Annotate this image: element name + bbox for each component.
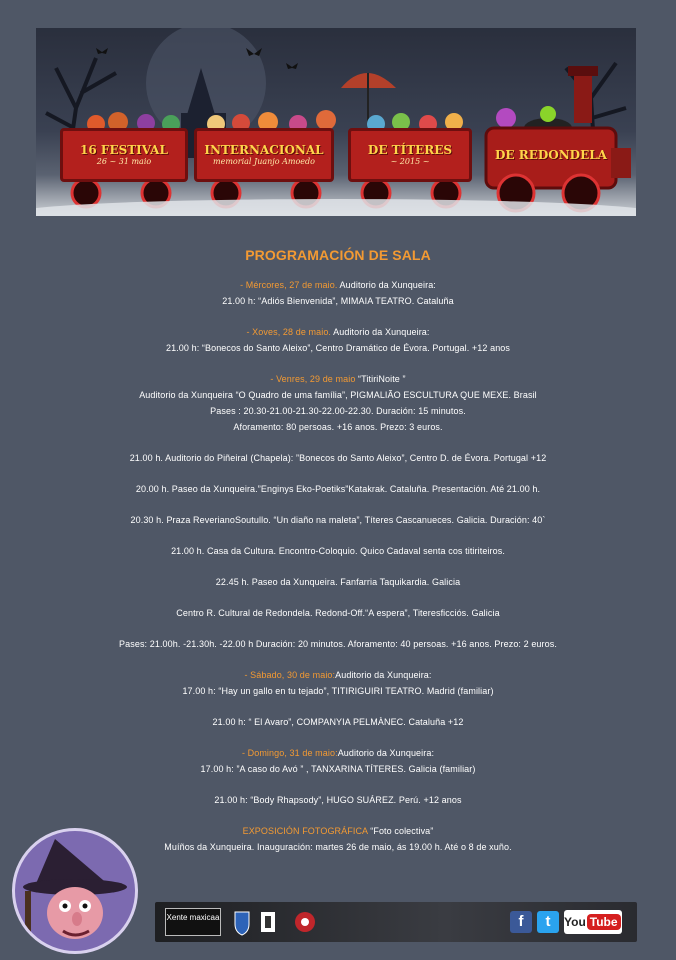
banner-engine-title: DE REDONDELA bbox=[495, 147, 607, 162]
program-entry bbox=[0, 714, 676, 730]
banner-car-2 bbox=[194, 128, 334, 182]
program-line-text: Pases: 21.00h. -21.30h. -22.00 h Duración: 20 minutos. Aforamento: 40 persoas. +16 anos. Prezo: 2 euros. bbox=[119, 639, 557, 649]
program-line bbox=[0, 745, 676, 761]
program-line bbox=[0, 574, 676, 590]
program-entry bbox=[0, 512, 676, 528]
sponsor-bar bbox=[155, 902, 637, 942]
program-line-text: 20.00 h. Paseo da Xunqueira.”Enginys Eko-Poetiks”Katakrak. Cataluña. Presentación. Até 21.00 h. bbox=[135, 484, 541, 494]
banner-illustration bbox=[36, 28, 636, 216]
program-line bbox=[0, 761, 676, 777]
program-line-text: Muíños da Xunqueira. Inauguración: martes 26 de maio, ás 19.00 h. Até o 8 de xuño. bbox=[164, 842, 512, 852]
program-line bbox=[0, 340, 676, 356]
culture-logo-icon bbox=[259, 908, 277, 936]
program-line-text: Pases : 20.30-21.00-21.30-22.00-22.30. Duración: 15 minutos. bbox=[210, 406, 466, 416]
program-line-text: 21.00 h: “Adiós Bienvenida”, MIMAIA TEATRO. Cataluña bbox=[222, 296, 454, 306]
program-entry bbox=[0, 324, 676, 356]
banner-car-1 bbox=[60, 128, 188, 182]
program-line-text: Aforamento: 80 persoas. +16 anos. Prezo: 3 euros. bbox=[233, 422, 443, 432]
program-line bbox=[0, 450, 676, 466]
program-entry bbox=[0, 605, 676, 621]
program-entry bbox=[0, 667, 676, 699]
program-line bbox=[0, 403, 676, 419]
banner-car-1-subtitle: 26 ~ 31 maio bbox=[96, 156, 152, 166]
twitter-icon[interactable]: t bbox=[537, 911, 559, 933]
program-entry bbox=[0, 636, 676, 652]
program-line bbox=[0, 371, 676, 387]
program-entry bbox=[0, 745, 676, 777]
program-line-text: 21.00 h: “Bonecos do Santo Aleixo”, Centro Dramático de Évora. Portugal. +12 anos bbox=[165, 343, 511, 353]
program-line bbox=[0, 387, 676, 403]
program-line bbox=[0, 714, 676, 730]
program-date-label: - Domingo, 31 de maio: bbox=[241, 748, 338, 758]
youtube-icon[interactable] bbox=[564, 910, 622, 934]
program-entry bbox=[0, 371, 676, 435]
banner-engine bbox=[486, 128, 616, 182]
program-line bbox=[0, 277, 676, 293]
banner-car-3 bbox=[348, 128, 472, 182]
gear-logo-icon bbox=[293, 908, 317, 936]
witch-avatar-icon bbox=[12, 828, 138, 954]
program-line-text: 21.00 h: “Body Rhapsody”, HUGO SUÁREZ. Perú. +12 anos bbox=[214, 795, 462, 805]
program-line bbox=[0, 324, 676, 340]
program-line bbox=[0, 293, 676, 309]
facebook-icon[interactable]: f bbox=[510, 911, 532, 933]
program-line-text: Auditorio da Xunqueira: bbox=[337, 748, 435, 758]
program-line bbox=[0, 512, 676, 528]
youtube-you: You bbox=[564, 915, 586, 929]
banner-car-3-subtitle: ~ 2015 ~ bbox=[390, 156, 430, 166]
program-line-text: 21.00 h. Auditorio do Piñeiral (Chapela): ”Bonecos do Santo Aleixo”, Centro D. de Évora. Portugal +12 bbox=[129, 453, 547, 463]
program-date-label: - Sábado, 30 de maio: bbox=[244, 670, 336, 680]
program-line-text: Auditorio da Xunqueira: bbox=[331, 327, 430, 337]
program-line bbox=[0, 543, 676, 559]
program-line-text: “Foto colectiva” bbox=[367, 826, 434, 836]
program-line-text: 20.30 h. Praza ReverianoSoutullo. “Un diaño na maleta”, Títeres Cascanueces. Galicia. Duración: 40` bbox=[130, 515, 546, 525]
banner-car-2-subtitle: memorial Juanjo Amoedo bbox=[213, 156, 315, 166]
program-section bbox=[0, 247, 676, 870]
program-line-text: 17.00 h: ”A caso do Avó ” , TANXARINA TÍTERES. Galicia (familiar) bbox=[200, 764, 476, 774]
program-date-label: - Mércores, 27 de maio. bbox=[240, 280, 338, 290]
festival-banner bbox=[36, 28, 636, 216]
xente-logo: Xente maxicaa bbox=[165, 908, 221, 936]
program-line-text: 21.00 h: “ El Avaro”, COMPANYIA PELMÀNEC. Cataluña +12 bbox=[212, 717, 464, 727]
program-line bbox=[0, 667, 676, 683]
program-line-text: Auditorio da Xunqueira: bbox=[337, 280, 436, 290]
program-line bbox=[0, 683, 676, 699]
program-entry bbox=[0, 481, 676, 497]
coat-of-arms-icon bbox=[233, 908, 251, 936]
program-date-label: EXPOSICIÓN FOTOGRÁFICA bbox=[242, 826, 368, 836]
program-line bbox=[0, 481, 676, 497]
witch-illustration bbox=[15, 831, 138, 954]
program-line-text: Auditorio da Xunqueira “O Quadro de uma família”, PIGMALIÃO ESCULTURA QUE MEXE. Brasil bbox=[139, 390, 537, 400]
program-line-text: 22.45 h. Paseo da Xunqueira. Fanfarria Taquikardia. Galicia bbox=[215, 577, 461, 587]
program-list bbox=[0, 277, 676, 855]
program-entry bbox=[0, 277, 676, 309]
banner-car-1-title: 16 FESTIVAL bbox=[80, 142, 168, 157]
program-line-text: 21.00 h. Casa da Cultura. Encontro-Coloquio. Quico Cadaval senta cos titiriteiros. bbox=[171, 546, 505, 556]
program-line-text: 17.00 h: “Hay un gallo en tu tejado”, TITIRIGUIRI TEATRO. Madrid (familiar) bbox=[182, 686, 494, 696]
youtube-tube: Tube bbox=[587, 914, 621, 930]
banner-car-2-title: INTERNACIONAL bbox=[204, 142, 324, 157]
program-line-text: “TitiriNoite ” bbox=[355, 374, 406, 384]
program-entry bbox=[0, 450, 676, 466]
program-line bbox=[0, 605, 676, 621]
program-entry bbox=[0, 543, 676, 559]
program-date-label: - Venres, 29 de maio bbox=[270, 374, 356, 384]
program-heading: PROGRAMACIÓN DE SALA bbox=[245, 247, 431, 263]
program-entry bbox=[0, 792, 676, 808]
banner-car-3-title: DE TÍTERES bbox=[367, 142, 453, 157]
program-line-text: Auditorio da Xunqueira: bbox=[335, 670, 432, 680]
program-date-label: - Xoves, 28 de maio. bbox=[246, 327, 332, 337]
program-line bbox=[0, 636, 676, 652]
program-line bbox=[0, 419, 676, 435]
program-entry bbox=[0, 574, 676, 590]
program-line-text: Centro R. Cultural de Redondela. Redond-Off.“A espera”, Titeresficciós. Galicia bbox=[176, 608, 500, 618]
program-line bbox=[0, 792, 676, 808]
